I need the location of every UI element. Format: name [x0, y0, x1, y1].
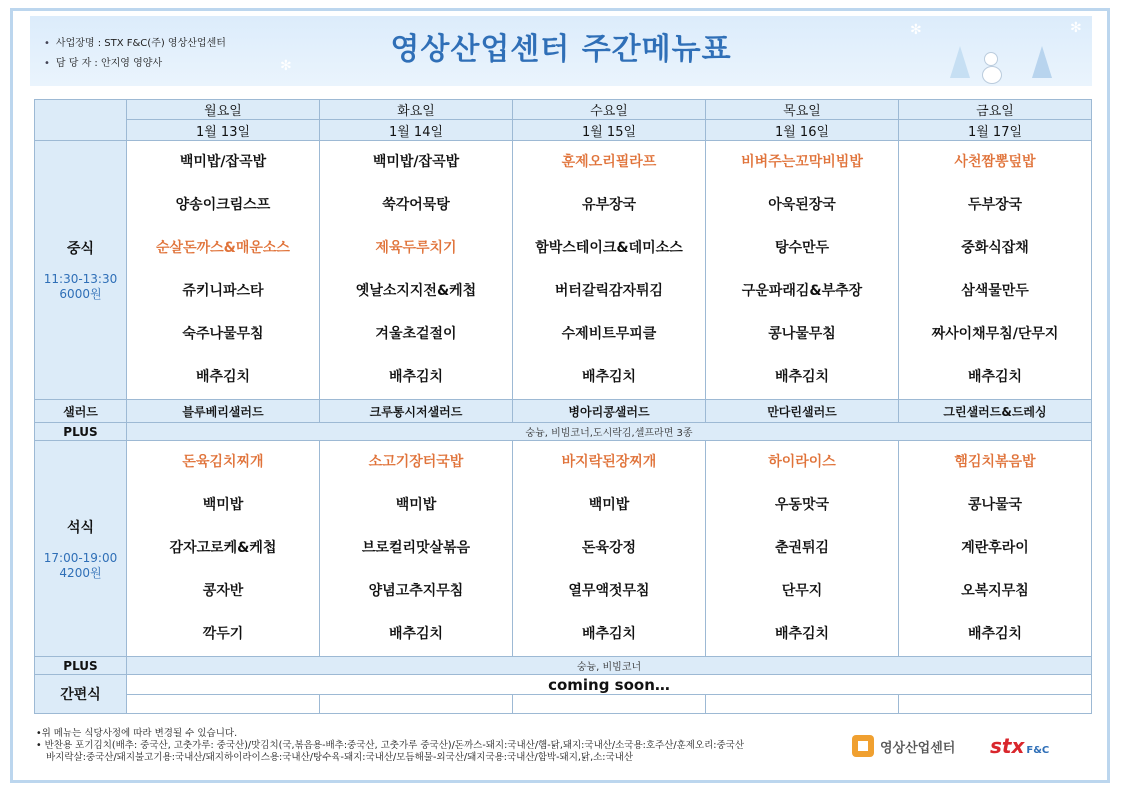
menu-item: 브로컬리맛살볶음: [361, 540, 471, 556]
menu-item: 양송이크림스프: [175, 197, 271, 213]
menu-item: 짜사이채무침/단무지: [931, 326, 1059, 342]
snack-blank-cell: [513, 695, 706, 714]
business-name: • 사업장명 : STX F&C(주) 영상산업센터: [44, 34, 226, 54]
menu-item: 돈육김치찌개: [182, 454, 264, 470]
menu-item: 유부장국: [581, 197, 637, 213]
menu-item: 구운파래김&부추장: [741, 283, 863, 299]
salad-label: 샐러드: [35, 400, 127, 423]
day-header: 월요일: [127, 100, 320, 120]
lunch-label-cell: [35, 141, 127, 400]
date-header: 1월 17일: [899, 120, 1092, 141]
dinner-price: 4200원: [59, 565, 102, 580]
lunch-price: 6000원: [59, 287, 102, 301]
day-header: 화요일: [320, 100, 513, 120]
menu-item: 배추김치: [774, 626, 830, 642]
salad-item: 블루베리샐러드: [127, 400, 320, 423]
menu-item: 열무액젓무침: [568, 583, 650, 599]
menu-item: 겨울초겉절이: [375, 326, 457, 342]
footnote: •위 메뉴는 식당사정에 따라 변경될 수 있습니다.: [36, 728, 238, 739]
menu-item: 양념고추지무침: [368, 583, 464, 599]
menu-item: 계란후라이: [961, 540, 1029, 556]
weekly-menu-table: [34, 99, 1092, 714]
snowflake-icon: ✻: [280, 58, 292, 74]
menu-item: 돈육강정: [581, 540, 637, 556]
tree-icon: [950, 46, 970, 78]
menu-item: 쑥각어묵탕: [382, 197, 450, 213]
stx-logo-text: stx: [990, 734, 1025, 758]
menu-item: 함박스테이크&데미소스: [535, 240, 683, 256]
menu-item: 두부장국: [967, 197, 1023, 213]
menu-item: 콩나물무침: [768, 326, 836, 342]
menu-item: 햄김치볶음밥: [954, 454, 1036, 470]
menu-item: 백미밥: [395, 497, 437, 513]
snack-text: coming soon…: [127, 675, 1092, 695]
plus-label: PLUS: [35, 423, 127, 441]
menu-item: 중화식잡채: [961, 240, 1029, 256]
menu-item: 백미밥/잡곡밥: [372, 154, 460, 170]
dinner-plus-text: 숭늉, 비빔코너: [127, 657, 1092, 675]
menu-item: 배추김치: [388, 626, 444, 642]
menu-item: 감자고로케&케첩: [169, 540, 277, 556]
lunch-day-cell: [706, 141, 899, 400]
dinner-label: 석식: [66, 519, 95, 536]
day-header: 수요일: [513, 100, 706, 120]
lunch-day-cell: [320, 141, 513, 400]
footnote: 바지락살:중국산/돼지불고기용:국내산/돼지하이라이스용:국내산/탕수육-돼지:국내산/모듬해물-외국산/돼지국용:국내산/함박-돼지,닭,소:국내산: [46, 752, 633, 763]
page-title: 영상산업센터 주간메뉴표: [390, 32, 732, 67]
snowflake-icon: ✻: [1070, 20, 1082, 36]
stx-logo: [990, 734, 1049, 758]
dinner-day-cell: [127, 441, 320, 657]
center-logo-text: 영상산업센터: [880, 740, 956, 756]
center-logo: [852, 735, 955, 757]
menu-item: 배추김치: [195, 369, 251, 385]
menu-item: 숙주나물무침: [182, 326, 264, 342]
snack-blank-cell: [127, 695, 320, 714]
menu-item: 단무지: [781, 583, 823, 599]
lunch-plus-text: 숭늉, 비빔코너,도시락김,셀프라면 3종: [127, 423, 1092, 441]
lunch-day-cell: [899, 141, 1092, 400]
plus-label: PLUS: [35, 657, 127, 675]
dietitian-name: • 담 당 자 : 안지영 영양사: [44, 54, 226, 74]
menu-item: 쥬키니파스타: [182, 283, 264, 299]
menu-item: 춘권튀김: [774, 540, 830, 556]
menu-item: 우동맛국: [774, 497, 830, 513]
date-header: 1월 13일: [127, 120, 320, 141]
tree-icon: [1032, 46, 1052, 78]
footnote: • 반찬용 포기김치(배추: 중국산, 고춧가루: 중국산)/맛김치(국,볶음용-배추:중국산, 고춧가루 중국산)/돈까스-돼지:국내산/햄-닭,돼지:국내산/소국용:호주산/훈제오리:중국산: [36, 740, 745, 751]
dinner-day-cell: [706, 441, 899, 657]
menu-item: 배추김치: [774, 369, 830, 385]
menu-item: 백미밥: [202, 497, 244, 513]
menu-item: 수제비트무피클: [561, 326, 657, 342]
center-logo-icon: [852, 735, 874, 757]
footnotes: [36, 728, 744, 764]
date-header: 1월 15일: [513, 120, 706, 141]
lunch-day-cell: [127, 141, 320, 400]
menu-item: 배추김치: [967, 369, 1023, 385]
dinner-day-cell: [320, 441, 513, 657]
dinner-time: 17:00-19:00: [43, 550, 118, 565]
menu-item: 순살돈까스&매운소스: [156, 240, 290, 256]
menu-item: 배추김치: [967, 626, 1023, 642]
snowflake-icon: ✻: [910, 22, 922, 38]
snack-blank-cell: [706, 695, 899, 714]
stx-logo-sub: F&C: [1026, 745, 1050, 756]
snack-blank-cell: [320, 695, 513, 714]
menu-item: 배추김치: [581, 626, 637, 642]
menu-item: 탕수만두: [774, 240, 830, 256]
day-header: 목요일: [706, 100, 899, 120]
snack-blank-cell: [899, 695, 1092, 714]
corner-cell: [35, 100, 127, 141]
salad-item: 병아리콩샐러드: [513, 400, 706, 423]
menu-item: 콩나물국: [967, 497, 1023, 513]
salad-item: 크루통시저샐러드: [320, 400, 513, 423]
dinner-day-cell: [513, 441, 706, 657]
menu-item: 백미밥/잡곡밥: [179, 154, 267, 170]
header-banner: [30, 16, 1092, 86]
day-header: 금요일: [899, 100, 1092, 120]
menu-item: 아욱된장국: [768, 197, 836, 213]
date-header: 1월 14일: [320, 120, 513, 141]
menu-item: 사천짬뽕덮밥: [954, 154, 1036, 170]
salad-item: 만다린샐러드: [706, 400, 899, 423]
lunch-label: 중식: [66, 241, 95, 257]
menu-item: 오복지무침: [961, 583, 1029, 599]
menu-item: 배추김치: [581, 369, 637, 385]
menu-item: 백미밥: [588, 497, 630, 513]
menu-item: 훈제오리필라프: [561, 154, 657, 170]
menu-item: 제육두루치기: [375, 240, 457, 256]
menu-item: 비벼주는꼬막비빔밥: [741, 154, 863, 170]
snowman-icon: [982, 52, 1000, 80]
lunch-time: 11:30-13:30: [43, 272, 118, 286]
menu-item: 하이라이스: [768, 454, 836, 470]
dinner-label-cell: [35, 441, 127, 657]
menu-item: 깍두기: [202, 626, 244, 642]
menu-item: 콩자반: [202, 583, 244, 599]
menu-item: 옛날소지지전&케첩: [355, 283, 477, 299]
menu-item: 삼색물만두: [961, 283, 1029, 299]
menu-item: 버터갈릭감자튀김: [554, 283, 664, 299]
menu-item: 소고기장터국밥: [368, 454, 464, 470]
lunch-day-cell: [513, 141, 706, 400]
date-header: 1월 16일: [706, 120, 899, 141]
snack-label: 간편식: [35, 675, 127, 714]
dinner-day-cell: [899, 441, 1092, 657]
salad-item: 그린샐러드&드레싱: [899, 400, 1092, 423]
menu-item: 배추김치: [388, 369, 444, 385]
menu-item: 바지락된장찌개: [561, 454, 657, 470]
